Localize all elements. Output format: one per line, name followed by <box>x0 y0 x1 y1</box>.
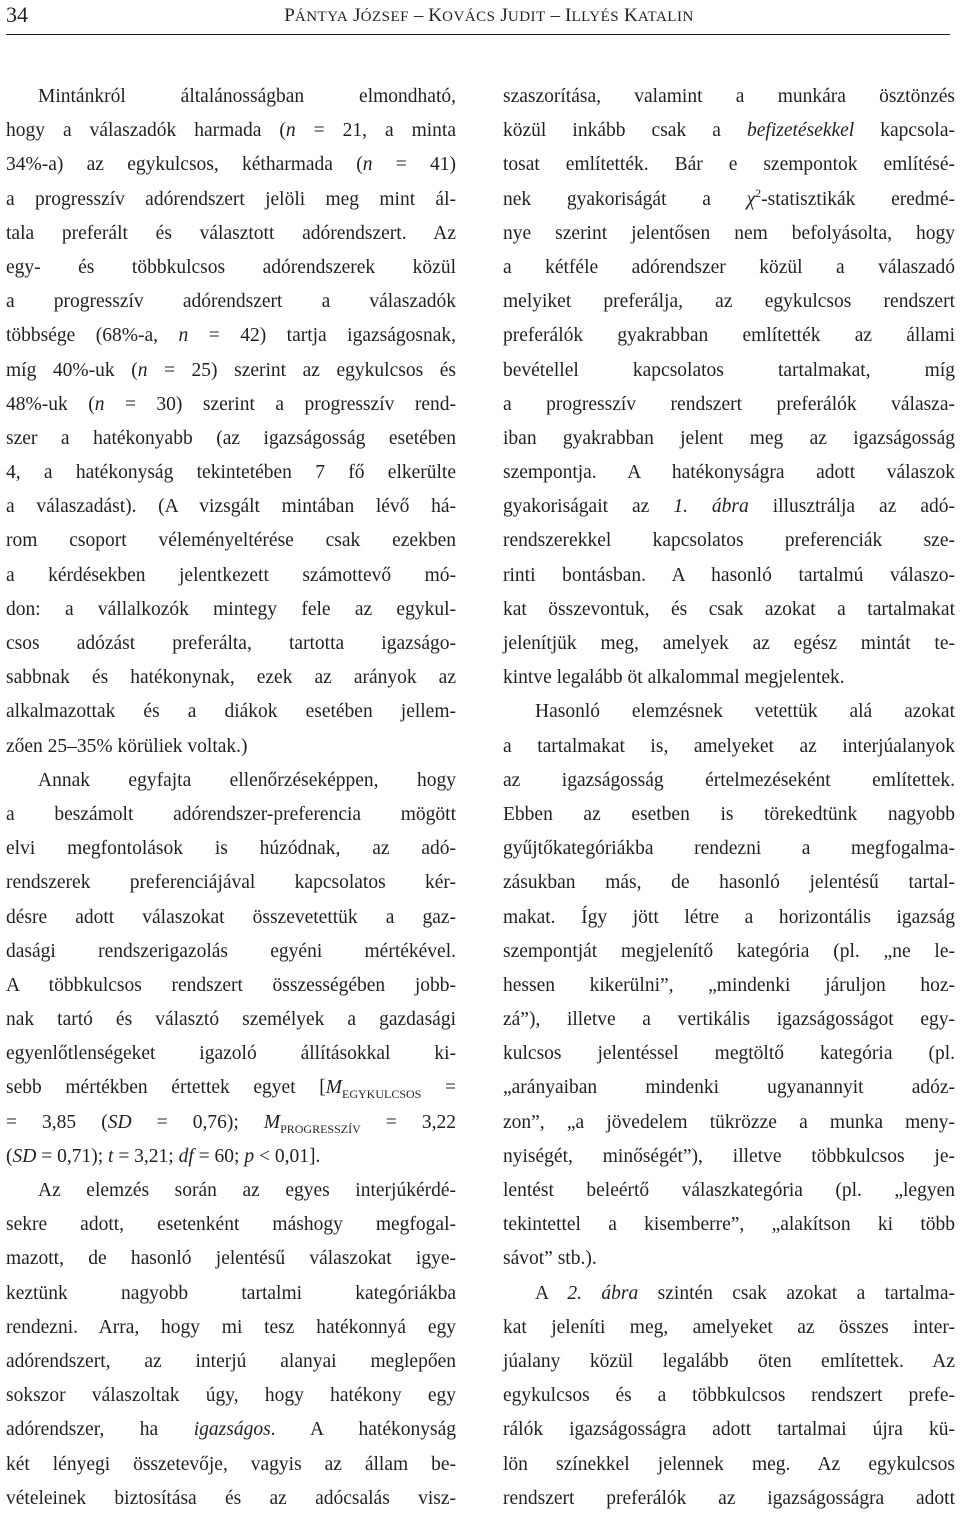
left-column-line: hogy a válaszadók harmada (n = 21, a minta <box>6 120 456 142</box>
left-column-line: 34%-a) az egykulcsos, kétharmada (n = 41) <box>6 154 457 176</box>
right-column-line: kat összevontuk, és csak azokat a tartalmakat <box>503 598 955 620</box>
left-column-line: dasági rendszerigazolás egyéni mértékével. <box>6 940 456 962</box>
right-column-line: zásukban más, de hasonló jelentésű tartal- <box>503 872 955 894</box>
right-column-line: a kétféle adórendszer közül a válaszadó <box>503 256 955 278</box>
left-column-line: míg 40%-uk (n = 25) szerint az egykulcsos és <box>6 359 456 381</box>
right-column-line: az igazságosság értelmezéseként említettek. <box>503 769 955 791</box>
left-column-line: a beszámolt adórendszer-preferencia mögött <box>6 803 456 825</box>
left-column-line: rom csoport véleményeltérése csak ezekben <box>6 530 456 552</box>
right-column-line: nyiségét, minőségét”), illetve többkulcsos je- <box>503 1145 955 1167</box>
left-column-line: a progresszív adórendszert jelöli meg mint ál- <box>6 188 456 210</box>
left-column-line: alkalmazottak és a diákok esetében jellem- <box>6 701 456 723</box>
left-column-line: A többkulcsos rendszert összességében jobb- <box>6 974 456 996</box>
right-column-line: hessen kikerülni”, „mindenki járuljon hoz- <box>503 974 955 996</box>
right-column-line: szempontját megjelenítő kategória (pl. „ne le- <box>503 940 955 962</box>
right-column-line: bevétellel kapcsolatos tartalmakat, míg <box>503 359 955 381</box>
left-column-line: Annak egyfajta ellenőrzéseképpen, hogy <box>38 769 456 791</box>
left-column-line: adórendszer, ha igazságos. A hatékonyság <box>6 1419 456 1441</box>
left-column-line: két lényegi összetevője, vagyis az állam be- <box>6 1453 456 1475</box>
left-column-line: 48%-uk (n = 30) szerint a progresszív rend- <box>6 393 456 415</box>
left-column-line: Az elemzés során az egyes interjúkérdé- <box>38 1180 456 1201</box>
right-column-line: zá”), illetve a vertikális igazságosságot egy- <box>503 1009 955 1031</box>
right-column-line: tosat említették. Bár e szempontok említésé- <box>503 154 955 176</box>
left-column-line: szer a hatékonyabb (az igazságosság esetében <box>6 427 456 449</box>
right-column-line: gyakoriságait az 1. ábra illusztrálja az adó- <box>503 496 955 518</box>
right-column-line: zon”, „a jövedelem tükrözze a munka meny- <box>503 1111 955 1133</box>
right-column <box>503 80 955 1516</box>
left-column-line: elvi megfontolások is húzódnak, az adó- <box>6 838 456 860</box>
right-column-line: rendszert preferálók az igazságosságra adott <box>503 1487 955 1509</box>
right-column-line: lön színekkel jelennek meg. Az egykulcsos <box>503 1453 955 1475</box>
right-column-line: szaszorítása, valamint a munkára ösztönzés <box>503 86 955 107</box>
right-column-line: egykulcsos és a többkulcsos rendszert prefe- <box>503 1385 955 1407</box>
right-column-line: közül inkább csak a befizetésekkel kapcsola- <box>503 120 955 142</box>
left-column-line: többsége (68%-a, n = 42) tartja igazságosnak, <box>6 325 457 347</box>
left-column-line: rendszerek preferenciájával kapcsolatos kér- <box>6 872 456 894</box>
left-column-line: Mintánkról általánosságban elmondható, <box>38 86 456 107</box>
right-column-line: Hasonló elemzésnek vetettük alá azokat <box>535 701 955 723</box>
left-column-line: sabbnak és hatékonynak, ezek az arányok az <box>6 667 456 689</box>
right-column-line: nek gyakoriságát a $\chi^2$-statisztikák eredmé- <box>503 185 955 210</box>
left-column-line: sokszor válaszoltak úgy, hogy hatékony egy <box>6 1385 456 1407</box>
left-column-line: tala preferált és választott adórendszert. Az <box>6 222 456 244</box>
left-column-line: = 3,85 (SD = 0,76); $M_{PROGRESSZÍV} = 3,22$ <box>6 1111 456 1136</box>
right-column-line: makat. Így jött létre a horizontális igazság <box>503 906 955 928</box>
left-column-line: sebb mértékben értettek egyet [$M_{EGYKULCSOS}$ = <box>6 1077 456 1102</box>
right-column-line: kat jeleníti meg, amelyeket az összes inter- <box>503 1316 955 1338</box>
left-column-line: csos adózást preferálta, tartotta igazságo- <box>6 633 456 654</box>
left-column-line: désre adott válaszokat összevetettük a gaz- <box>6 906 456 928</box>
left-column-line: mazott, de hasonló jelentésű válaszokat igye- <box>6 1248 456 1270</box>
left-column-line: adórendszert, az interjú alanyai meglepően <box>6 1350 456 1372</box>
right-column-line: rálók igazságosságra adott tartalmai újra kü- <box>503 1419 955 1441</box>
page-number: 34 <box>6 2 28 27</box>
left-column-line: a válaszadást). (A vizsgált mintában lévő há- <box>6 496 456 518</box>
right-column-line: a progresszív rendszert preferálók válasza- <box>503 393 955 415</box>
running-head-authors <box>28 3 950 30</box>
left-column-line: sekre adott, esetenként máshogy megfogal- <box>6 1214 456 1236</box>
left-column-line: vételeinek biztosítása és az adócsalás visz- <box>6 1487 456 1509</box>
right-column-line: júalany közül legalább öten említettek. Az <box>503 1350 955 1372</box>
left-column-line: don: a vállalkozók mintegy fele az egykul- <box>6 598 456 620</box>
right-column-line: rendszerekkel kapcsolatos preferenciák sze- <box>503 530 955 552</box>
left-column-line: egyenlőtlenségeket igazoló állításokkal ki- <box>6 1043 456 1065</box>
right-column-line: sávot” stb.). <box>503 1248 597 1270</box>
right-column-line: nye szerint jelentősen nem befolyásolta, hogy <box>503 222 955 244</box>
right-column-line: iban gyakrabban jelent meg az igazságosság <box>503 427 955 449</box>
right-column-line: gyűjtőkategóriákba rendezni a megfogalma- <box>503 838 955 860</box>
right-column-line: kulcsos jelentéssel megtöltő kategória (pl. <box>503 1043 955 1065</box>
running-header <box>6 0 950 34</box>
right-column-line: rinti bontásban. A hasonló tartalmú válaszo- <box>503 564 955 586</box>
left-column-line: a progresszív adórendszert a válaszadók <box>6 291 456 313</box>
right-column-line: lentést beleértő válaszkategória (pl. „legyen <box>503 1180 955 1201</box>
header-rule <box>6 34 950 35</box>
right-column-line: melyiket preferálja, az egykulcsos rendszert <box>503 291 955 313</box>
left-column <box>6 80 456 1516</box>
right-column-line: Ebben az esetben is törekedtünk nagyobb <box>503 803 955 825</box>
left-column-line: rendezni. Arra, hogy mi tesz hatékonnyá egy <box>6 1316 456 1338</box>
left-column-line: keztünk nagyobb tartalmi kategóriákba <box>6 1282 456 1304</box>
left-column-line: a kérdésekben jelentkezett számottevő mó- <box>6 564 456 586</box>
right-column-line: jelenítjük meg, amelyek az egész mintát te- <box>503 633 955 654</box>
right-column-line: kintve legalább öt alkalommal megjelentek. <box>503 667 845 689</box>
left-column-line: 4, a hatékonyság tekintetében 7 fő elkerülte <box>6 462 456 484</box>
right-column-line: szempontja. A hatékonyságra adott válaszok <box>503 462 955 484</box>
right-column-line: a tartalmakat is, amelyeket az interjúalanyok <box>503 735 955 757</box>
right-column-line: „arányaiban mindenki ugyanannyit adóz- <box>503 1077 955 1099</box>
authors-text: PÁNTYA JÓZSEF – KOVÁCS JUDIT – ILLYÉS KATALIN <box>284 5 694 26</box>
right-column-line: A 2. ábra szintén csak azokat a tartalma- <box>535 1282 956 1304</box>
right-column-line: tekintettel a kisemberre”, „alakítson ki több <box>503 1214 955 1236</box>
right-column-line: preferálók gyakrabban említették az állami <box>503 325 955 347</box>
left-column-line: nak tartó és választó személyek a gazdasági <box>6 1009 456 1031</box>
left-column-line: (SD = 0,71); t = 3,21; df = 60; p < 0,01]. <box>6 1145 321 1167</box>
left-column-line: zően 25–35% körüliek voltak.) <box>6 735 248 757</box>
left-column-line: egy- és többkulcsos adórendszerek közül <box>6 256 456 278</box>
